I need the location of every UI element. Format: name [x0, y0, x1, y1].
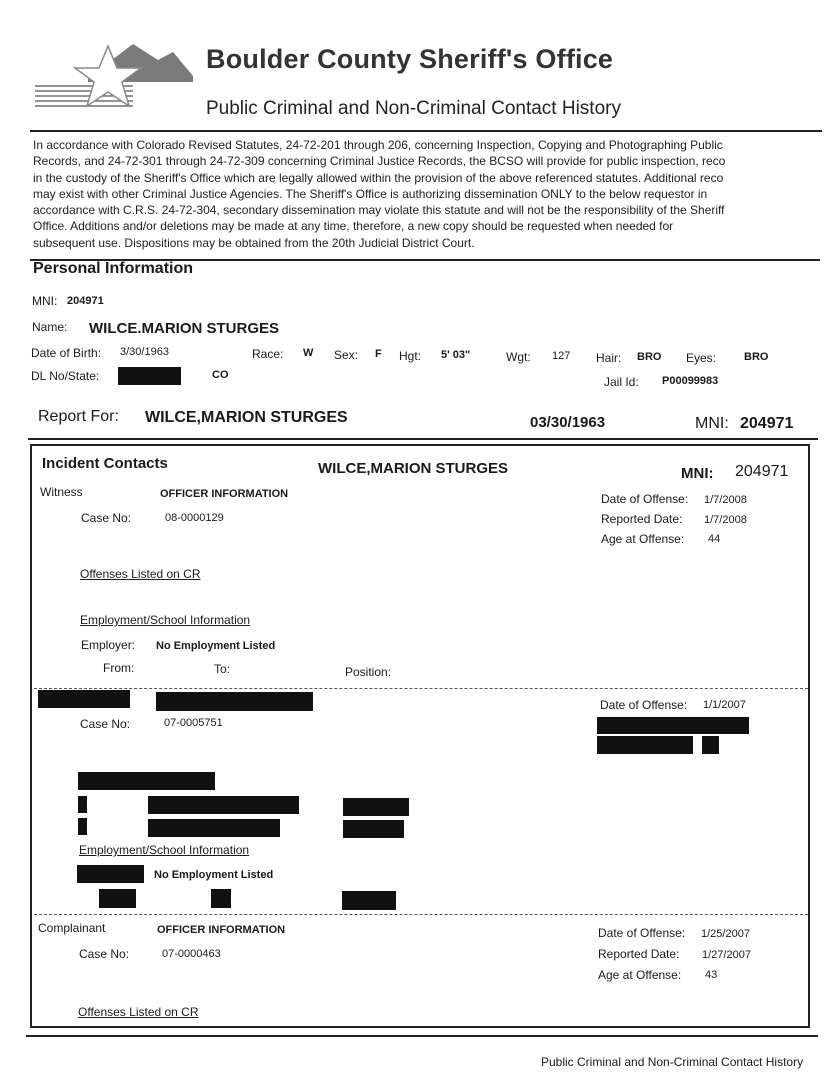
redacted-offense-code — [343, 820, 404, 838]
mni-value: 204971 — [67, 295, 104, 307]
case-no-label: Case No: — [80, 717, 131, 731]
date-of-offense-label: Date of Offense: — [600, 698, 688, 712]
footer-text: Public Criminal and Non-Criminal Contact History — [541, 1055, 804, 1069]
disclaimer-line: Office. Additions and/or deletions may be made at any time, therefore, a new copy should be requested when needed for — [33, 219, 674, 234]
redacted-reported-date — [597, 717, 749, 734]
case-no-value: 07-0005751 — [164, 717, 223, 729]
officer-info-label: OFFICER INFORMATION — [160, 488, 289, 500]
report-for-mni: 204971 — [740, 415, 794, 432]
report-for-name: WILCE,MARION STURGES — [145, 409, 348, 426]
incident-contacts-box — [30, 444, 810, 1028]
reported-date-value: 1/27/2007 — [702, 949, 751, 961]
race-value: W — [303, 347, 314, 359]
entry-separator — [34, 914, 808, 915]
incident-mni-value: 204971 — [735, 463, 789, 480]
redacted-offense-marker — [78, 818, 87, 835]
entry-role: Complainant — [38, 921, 106, 935]
redacted-age-value — [702, 736, 719, 754]
age-at-offense-label: Age at Offense: — [598, 968, 682, 982]
disclaimer-block — [33, 137, 823, 251]
age-at-offense-value: 43 — [705, 969, 718, 981]
sex-label: Sex: — [334, 348, 359, 362]
reported-date-label: Reported Date: — [598, 947, 680, 961]
reported-date-value: 1/7/2008 — [704, 514, 747, 526]
employer-value: No Employment Listed — [156, 640, 276, 652]
reported-date-label: Reported Date: — [601, 512, 683, 526]
from-label: From: — [103, 661, 135, 675]
redacted-age-label — [597, 736, 693, 754]
offenses-listed-link: Offenses Listed on CR — [80, 567, 201, 581]
age-at-offense-label: Age at Offense: — [601, 532, 685, 546]
hgt-label: Hgt: — [399, 349, 422, 363]
eyes-label: Eyes: — [686, 351, 717, 365]
redacted-role — [38, 690, 130, 708]
case-no-label: Case No: — [81, 511, 132, 525]
employer-label: Employer: — [81, 638, 136, 652]
age-at-offense-value: 44 — [708, 533, 721, 545]
incident-mni-label: MNI: — [681, 465, 714, 482]
race-label: Race: — [252, 347, 284, 361]
disclaimer-line: accordance with C.R.S. 24-72-304, secondary dissemination may violate this statute and will not be the responsibility of the Sheriff — [33, 203, 725, 218]
employment-school-heading: Employment/School Information — [79, 843, 250, 857]
disclaimer-line: may exist with other Criminal Justice Agencies. The Sheriff's Office is authorizing dissemination ONLY to the below requestor in — [33, 186, 708, 201]
jail-id-label: Jail Id: — [604, 375, 639, 389]
entry-role: Witness — [40, 485, 83, 499]
mni-label: MNI: — [32, 294, 58, 308]
personal-section-title: Personal Information — [33, 260, 194, 277]
date-of-offense-label: Date of Offense: — [598, 926, 686, 940]
dob-value: 3/30/1963 — [120, 346, 169, 358]
redacted-from-label — [99, 889, 136, 908]
report-subtitle: Public Criminal and Non-Criminal Contact History — [206, 98, 621, 119]
redacted-officer-info — [156, 692, 313, 711]
hair-label: Hair: — [596, 351, 622, 365]
report-for-mni-label: MNI: — [695, 415, 729, 432]
date-of-offense-label: Date of Offense: — [601, 492, 689, 506]
disclaimer-line: Records, and 24-72-301 through 24-72-309 concerning Criminal Justice Records, the BCSO will provide for public inspection, reco — [33, 154, 726, 169]
offenses-listed-link: Offenses Listed on CR — [78, 1005, 199, 1019]
position-label: Position: — [345, 665, 392, 679]
disclaimer-line: subsequent use. Dispositions may be obtained from the 20th Judicial District Court. — [33, 235, 475, 250]
report-for-dob: 03/30/1963 — [530, 414, 606, 431]
disclaimer-line: In accordance with Colorado Revised Statutes, 24-72-201 through 206, concerning Inspection, Copying and Photographing Public — [33, 138, 723, 152]
report-for-label: Report For: — [38, 408, 119, 425]
sheriff-star-logo — [33, 38, 195, 120]
entry-separator — [34, 688, 808, 689]
redacted-position-label — [342, 891, 396, 910]
eyes-value: BRO — [744, 351, 769, 363]
name-value: WILCE.MARION STURGES — [89, 320, 279, 337]
redacted-offense-text — [148, 819, 280, 837]
incident-section-title: Incident Contacts — [42, 455, 168, 472]
date-of-offense-value: 1/7/2008 — [704, 494, 747, 506]
date-of-offense-value: 1/1/2007 — [703, 699, 746, 711]
case-no-label: Case No: — [79, 947, 130, 961]
disclaimer-line: in the custody of the Sheriff's Office which are legally allowed within the provision of the above referenced statutes. Additional reco — [33, 170, 724, 185]
redacted-offense-text — [148, 796, 299, 814]
employer-value: No Employment Listed — [154, 869, 274, 881]
redacted-dl-number — [118, 367, 181, 385]
sex-value: F — [375, 348, 382, 360]
report-divider — [28, 438, 818, 440]
officer-info-label: OFFICER INFORMATION — [157, 924, 286, 936]
case-no-value: 07-0000463 — [162, 948, 221, 960]
redacted-employer-label — [77, 865, 144, 883]
dob-label: Date of Birth: — [31, 346, 102, 360]
redacted-offense-code — [343, 798, 409, 816]
wgt-label: Wgt: — [506, 350, 531, 364]
redacted-to-label — [211, 889, 231, 908]
name-label: Name: — [32, 320, 68, 334]
agency-title: Boulder County Sheriff's Office — [206, 44, 614, 74]
wgt-value: 127 — [552, 350, 571, 362]
redacted-offense-marker — [78, 796, 87, 813]
redacted-offenses-heading — [78, 772, 215, 790]
footer-divider — [26, 1035, 818, 1037]
to-label: To: — [214, 662, 231, 676]
employment-school-heading: Employment/School Information — [80, 613, 251, 627]
header-divider — [30, 130, 822, 132]
hair-value: BRO — [637, 351, 662, 363]
case-no-value: 08-0000129 — [165, 512, 224, 524]
dl-state-value: CO — [212, 369, 229, 381]
dl-label: DL No/State: — [31, 369, 100, 383]
jail-id-value: P00099983 — [662, 375, 719, 387]
hgt-value: 5' 03" — [441, 349, 471, 361]
incident-subject-name: WILCE,MARION STURGES — [318, 460, 508, 477]
date-of-offense-value: 1/25/2007 — [701, 928, 750, 940]
